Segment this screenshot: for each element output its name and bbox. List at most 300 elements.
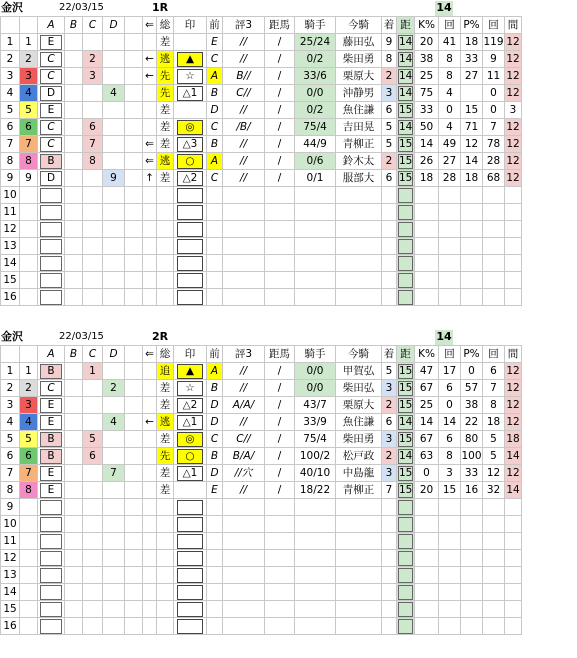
D-cell — [103, 119, 125, 136]
hyo-cell: A/A/ — [223, 397, 265, 414]
empty-cell — [336, 567, 382, 584]
empty-cell — [483, 289, 505, 306]
gate-cell: 1 — [20, 34, 38, 51]
empty-box — [177, 205, 203, 220]
B-cell — [65, 482, 83, 499]
row-number-cell: 9 — [1, 499, 20, 516]
empty-cell — [336, 618, 382, 635]
empty-cell — [157, 601, 174, 618]
style-cell: 差 — [157, 431, 174, 448]
kai-cell: 41 — [439, 34, 461, 51]
table-row[interactable] — [1, 448, 522, 465]
pre-cell: E — [207, 34, 223, 51]
empty-cell — [265, 289, 295, 306]
empty-cell — [20, 187, 38, 204]
hyo-cell: // — [223, 136, 265, 153]
k-cell: 20 — [415, 34, 439, 51]
column-header: B — [65, 17, 83, 34]
empty-cell — [103, 221, 125, 238]
empty-box — [177, 256, 203, 271]
empty-cell — [382, 618, 397, 635]
empty-row[interactable] — [1, 550, 522, 567]
pre-cell: B — [207, 380, 223, 397]
spacer-cell — [125, 363, 143, 380]
empty-cell — [174, 499, 207, 516]
empty-cell — [103, 618, 125, 635]
mark-cell — [174, 136, 207, 153]
empty-cell — [83, 584, 103, 601]
empty-box — [398, 602, 413, 617]
empty-cell — [207, 204, 223, 221]
C-cell — [83, 102, 103, 119]
k-cell: 26 — [415, 153, 439, 170]
empty-cell — [439, 272, 461, 289]
empty-cell — [295, 255, 336, 272]
empty-cell — [415, 533, 439, 550]
venue-label: 金沢 — [1, 330, 23, 343]
kai-cell: 0 — [439, 397, 461, 414]
empty-row[interactable] — [1, 289, 522, 306]
empty-cell — [439, 187, 461, 204]
B-cell — [65, 85, 83, 102]
kai-cell: 15 — [439, 482, 461, 499]
empty-cell — [505, 584, 522, 601]
C-cell — [83, 465, 103, 482]
kai-cell: 28 — [439, 170, 461, 187]
empty-row[interactable] — [1, 272, 522, 289]
p-cell: 18 — [461, 170, 483, 187]
empty-cell — [83, 204, 103, 221]
empty-cell — [382, 567, 397, 584]
empty-cell — [295, 618, 336, 635]
table-row[interactable] — [1, 153, 522, 170]
column-header: P% — [461, 17, 483, 34]
mark-cell — [174, 68, 207, 85]
A-cell — [38, 482, 65, 499]
dist-cell — [397, 68, 415, 85]
kan-cell: 12 — [505, 136, 522, 153]
hyo-cell: // — [223, 102, 265, 119]
D-cell: 4 — [103, 85, 125, 102]
C-cell — [83, 34, 103, 51]
table-row[interactable] — [1, 431, 522, 448]
k-cell: 63 — [415, 448, 439, 465]
empty-cell — [397, 618, 415, 635]
empty-cell — [38, 601, 65, 618]
empty-cell — [505, 516, 522, 533]
empty-cell — [397, 533, 415, 550]
empty-cell — [382, 289, 397, 306]
empty-cell — [336, 289, 382, 306]
empty-row[interactable] — [1, 567, 522, 584]
kai-cell: 27 — [439, 153, 461, 170]
column-header: 間 — [505, 17, 522, 34]
column-header: 印 — [174, 17, 207, 34]
empty-cell — [125, 289, 143, 306]
table-row[interactable] — [1, 51, 522, 68]
spacer-cell — [125, 482, 143, 499]
empty-cell — [157, 550, 174, 567]
kyoba-cell: / — [265, 363, 295, 380]
empty-cell — [65, 255, 83, 272]
mark-cell — [174, 34, 207, 51]
kai-cell: 49 — [439, 136, 461, 153]
empty-cell — [174, 516, 207, 533]
empty-cell — [125, 255, 143, 272]
dist-cell — [397, 51, 415, 68]
style-cell: 逃 — [157, 51, 174, 68]
empty-row[interactable] — [1, 221, 522, 238]
empty-cell — [265, 272, 295, 289]
empty-cell — [143, 550, 157, 567]
style-cell: 差 — [157, 102, 174, 119]
empty-cell — [382, 499, 397, 516]
empty-box — [398, 256, 413, 271]
empty-cell — [65, 550, 83, 567]
table-row[interactable] — [1, 68, 522, 85]
row-number-cell: 13 — [1, 238, 20, 255]
chaku-cell: 5 — [382, 119, 397, 136]
empty-cell — [382, 550, 397, 567]
empty-cell — [397, 516, 415, 533]
pre-cell: B — [207, 448, 223, 465]
rank-a-box: E — [40, 415, 62, 430]
p-cell: 22 — [461, 414, 483, 431]
rank-a-box: B — [40, 154, 62, 169]
spacer-cell — [125, 414, 143, 431]
chaku-cell: 3 — [382, 465, 397, 482]
D-cell — [103, 153, 125, 170]
empty-cell — [157, 272, 174, 289]
table-row[interactable] — [1, 102, 522, 119]
spacer-cell — [125, 153, 143, 170]
kan-cell: 12 — [505, 51, 522, 68]
chaku-cell: 3 — [382, 380, 397, 397]
gate-cell: 8 — [20, 482, 38, 499]
p-cell: 57 — [461, 380, 483, 397]
distance-box: 14 — [399, 120, 413, 133]
kyoba-cell: / — [265, 136, 295, 153]
spacer-cell — [125, 102, 143, 119]
empty-cell — [207, 187, 223, 204]
empty-cell — [415, 567, 439, 584]
k-cell: 14 — [415, 136, 439, 153]
empty-cell — [20, 289, 38, 306]
p-cell: 18 — [461, 34, 483, 51]
distance-box: 14 — [399, 52, 413, 65]
empty-cell — [382, 601, 397, 618]
empty-row[interactable] — [1, 516, 522, 533]
kyoba-cell: / — [265, 482, 295, 499]
empty-cell — [483, 516, 505, 533]
empty-cell — [103, 238, 125, 255]
empty-cell — [461, 516, 483, 533]
C-cell: 7 — [83, 136, 103, 153]
jockey-cell: 33/6 — [295, 68, 336, 85]
empty-row[interactable] — [1, 187, 522, 204]
B-cell — [65, 68, 83, 85]
B-cell — [65, 119, 83, 136]
empty-cell — [505, 618, 522, 635]
empty-cell — [207, 516, 223, 533]
p-cell: 80 — [461, 431, 483, 448]
empty-box — [398, 551, 413, 566]
column-header: 騎手 — [295, 346, 336, 363]
empty-box — [398, 534, 413, 549]
empty-cell — [103, 204, 125, 221]
mark-cell — [174, 119, 207, 136]
empty-cell — [439, 618, 461, 635]
distance-box: 15 — [399, 466, 413, 479]
table-row[interactable] — [1, 34, 522, 51]
table-row[interactable] — [1, 397, 522, 414]
empty-cell — [157, 221, 174, 238]
pre-cell: C — [207, 170, 223, 187]
empty-box — [398, 568, 413, 583]
prediction-mark: △2 — [177, 398, 203, 413]
empty-box — [40, 290, 62, 305]
rank-a-box: C — [40, 52, 62, 67]
B-cell — [65, 136, 83, 153]
kai-cell: 0 — [439, 102, 461, 119]
race-block-1 — [0, 0, 577, 326]
kyoba-cell: / — [265, 380, 295, 397]
arrow-cell: ← — [143, 414, 157, 431]
row-number-cell: 15 — [1, 601, 20, 618]
empty-row[interactable] — [1, 584, 522, 601]
empty-cell — [483, 221, 505, 238]
gate-cell: 6 — [20, 119, 38, 136]
distance-box: 14 — [399, 415, 413, 428]
field-count-label: 14 — [436, 1, 452, 14]
empty-cell — [207, 499, 223, 516]
empty-cell — [143, 204, 157, 221]
empty-cell — [461, 255, 483, 272]
hyo-cell: C// — [223, 85, 265, 102]
kai-cell: 4 — [439, 85, 461, 102]
empty-cell — [397, 499, 415, 516]
table-row[interactable] — [1, 363, 522, 380]
table-row[interactable] — [1, 170, 522, 187]
p-cell — [461, 85, 483, 102]
A-cell — [38, 170, 65, 187]
empty-cell — [143, 567, 157, 584]
kon-cell: 沖静男 — [336, 85, 382, 102]
column-header: 評3 — [223, 17, 265, 34]
kan-cell: 12 — [505, 363, 522, 380]
C-cell — [83, 397, 103, 414]
empty-cell — [439, 601, 461, 618]
style-cell: 差 — [157, 482, 174, 499]
row-number-cell: 14 — [1, 255, 20, 272]
pre-cell: E — [207, 482, 223, 499]
empty-cell — [83, 567, 103, 584]
column-header: 騎手 — [295, 17, 336, 34]
column-header: 印 — [174, 346, 207, 363]
race-block-2 — [0, 329, 577, 658]
kon-cell: 中島龍 — [336, 465, 382, 482]
empty-row[interactable] — [1, 255, 522, 272]
empty-cell — [397, 255, 415, 272]
hyo-cell: // — [223, 34, 265, 51]
gate-cell: 2 — [20, 380, 38, 397]
empty-cell — [125, 550, 143, 567]
column-header: 回 — [483, 17, 505, 34]
chaku-cell: 6 — [382, 170, 397, 187]
empty-cell — [397, 187, 415, 204]
table-row[interactable] — [1, 119, 522, 136]
empty-row[interactable] — [1, 238, 522, 255]
table-row[interactable] — [1, 85, 522, 102]
k-cell: 67 — [415, 380, 439, 397]
rank-a-box: C — [40, 69, 62, 84]
kyoba-cell: / — [265, 153, 295, 170]
table-row[interactable] — [1, 380, 522, 397]
distance-box: 15 — [399, 137, 413, 150]
empty-box — [40, 256, 62, 271]
empty-cell — [38, 221, 65, 238]
empty-cell — [295, 550, 336, 567]
empty-box — [40, 517, 62, 532]
table-row[interactable] — [1, 482, 522, 499]
empty-row[interactable] — [1, 204, 522, 221]
empty-cell — [265, 516, 295, 533]
empty-cell — [174, 618, 207, 635]
empty-row[interactable] — [1, 499, 522, 516]
hyo-cell: C// — [223, 431, 265, 448]
race-label: 1R — [152, 1, 169, 14]
dist-cell — [397, 397, 415, 414]
kai2-cell: 32 — [483, 482, 505, 499]
column-header: A — [38, 17, 65, 34]
empty-cell — [397, 289, 415, 306]
empty-cell — [143, 255, 157, 272]
empty-cell — [20, 499, 38, 516]
empty-cell — [20, 221, 38, 238]
A-cell — [38, 68, 65, 85]
chaku-cell: 9 — [382, 34, 397, 51]
empty-cell — [157, 584, 174, 601]
table-row[interactable] — [1, 414, 522, 431]
empty-cell — [143, 289, 157, 306]
column-header: 総 — [157, 346, 174, 363]
empty-cell — [174, 238, 207, 255]
distance-box: 14 — [399, 35, 413, 48]
k-cell: 0 — [415, 465, 439, 482]
jockey-cell: 100/2 — [295, 448, 336, 465]
empty-cell — [439, 499, 461, 516]
chaku-cell: 3 — [382, 85, 397, 102]
empty-cell — [295, 204, 336, 221]
gate-cell: 3 — [20, 68, 38, 85]
empty-cell — [103, 516, 125, 533]
spacer-cell — [125, 380, 143, 397]
jockey-cell: 33/9 — [295, 414, 336, 431]
A-cell — [38, 102, 65, 119]
kai2-cell: 0 — [483, 102, 505, 119]
empty-cell — [439, 584, 461, 601]
spacer-cell — [125, 68, 143, 85]
empty-row[interactable] — [1, 533, 522, 550]
rank-a-box: E — [40, 398, 62, 413]
arrow-cell: ⇐ — [143, 153, 157, 170]
empty-cell — [461, 221, 483, 238]
empty-cell — [295, 567, 336, 584]
empty-cell — [336, 255, 382, 272]
mark-cell — [174, 85, 207, 102]
prediction-mark: ☆ — [177, 69, 203, 84]
empty-cell — [83, 516, 103, 533]
empty-cell — [483, 238, 505, 255]
column-header: 距馬 — [265, 17, 295, 34]
empty-cell — [125, 567, 143, 584]
rank-a-box: C — [40, 381, 62, 396]
gate-cell: 9 — [20, 170, 38, 187]
no-cell: 9 — [1, 170, 20, 187]
empty-cell — [174, 187, 207, 204]
empty-row[interactable] — [1, 618, 522, 635]
gate-cell: 1 — [20, 363, 38, 380]
C-cell: 6 — [83, 119, 103, 136]
A-cell — [38, 431, 65, 448]
no-cell: 3 — [1, 68, 20, 85]
kan-cell: 12 — [505, 153, 522, 170]
empty-cell — [415, 516, 439, 533]
spacer-cell — [125, 51, 143, 68]
kai-cell: 4 — [439, 119, 461, 136]
style-cell: 差 — [157, 170, 174, 187]
empty-box — [40, 568, 62, 583]
C-cell: 8 — [83, 153, 103, 170]
empty-box — [398, 500, 413, 515]
empty-cell — [439, 238, 461, 255]
gate-cell: 5 — [20, 102, 38, 119]
distance-box: 15 — [399, 483, 413, 496]
empty-cell — [125, 499, 143, 516]
empty-cell — [207, 567, 223, 584]
arrow-cell — [143, 119, 157, 136]
table-row[interactable] — [1, 136, 522, 153]
empty-box — [177, 239, 203, 254]
empty-cell — [174, 272, 207, 289]
empty-cell — [336, 516, 382, 533]
D-cell: 7 — [103, 465, 125, 482]
kai2-cell: 8 — [483, 397, 505, 414]
D-cell — [103, 482, 125, 499]
hyo-cell: // — [223, 363, 265, 380]
column-header: D — [103, 17, 125, 34]
table-row[interactable] — [1, 465, 522, 482]
distance-box: 15 — [399, 398, 413, 411]
empty-cell — [38, 584, 65, 601]
empty-cell — [382, 272, 397, 289]
empty-cell — [103, 567, 125, 584]
empty-box — [40, 500, 62, 515]
empty-cell — [157, 204, 174, 221]
distance-box: 15 — [399, 381, 413, 394]
B-cell — [65, 170, 83, 187]
B-cell — [65, 102, 83, 119]
empty-cell — [20, 618, 38, 635]
kan-cell: 12 — [505, 170, 522, 187]
column-header — [1, 346, 20, 363]
empty-cell — [83, 221, 103, 238]
jockey-cell: 0/2 — [295, 51, 336, 68]
empty-cell — [295, 601, 336, 618]
empty-row[interactable] — [1, 601, 522, 618]
empty-cell — [223, 238, 265, 255]
A-cell — [38, 153, 65, 170]
